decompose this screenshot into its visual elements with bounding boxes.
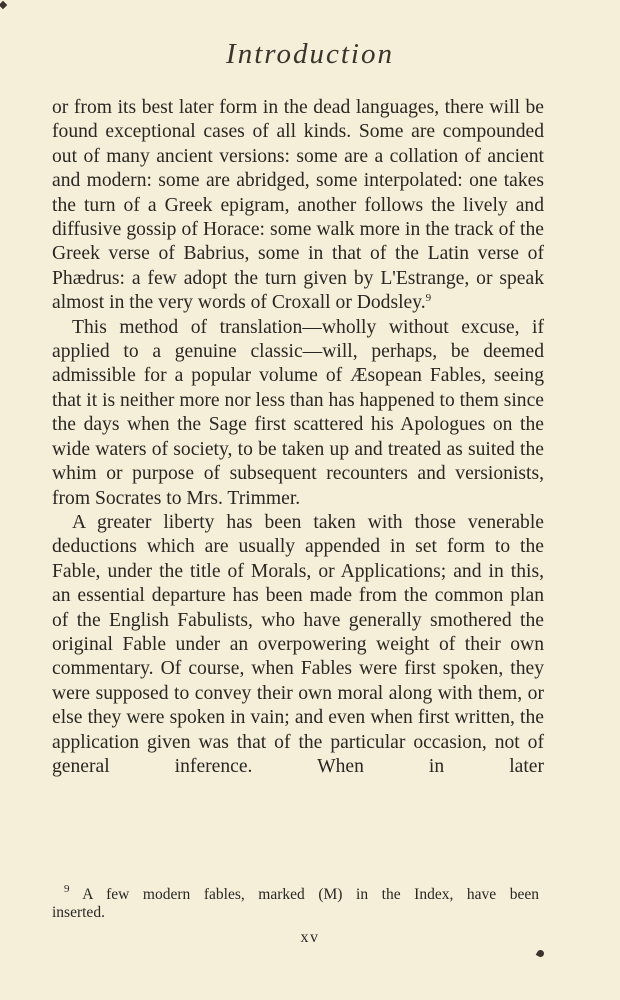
page-number: xv [300, 929, 320, 946]
paragraph-1-text: or from its best later form in the dead languages, there will be found exceptional cases of all kinds. Some are compounded out of many ancient versions: some are a collation of ancient and modern: some are abridged, some interpolated: one takes the turn of a Greek epigram, another follows the lively and diffusive gossip of Horace: some walk more in the track of the Greek verse of Babrius, some in that of the Latin verse of Phædrus: a few adopt the turn given by L'Estrange, or speak almost in the very words of Croxall or Dodsley. [52, 97, 544, 314]
body-text [52, 96, 544, 779]
footnote [52, 883, 539, 922]
paragraph-1 [52, 96, 544, 316]
footnote-first-line [52, 883, 539, 904]
running-title: Introduction [226, 38, 394, 70]
paragraph-3: A greater liberty has been taken with those venerable deductions which are usually appended in set form to the Fable, under the title of Morals, or Applications; and in this, an essential departure has been made from the common plan of the English Fabulists, who have generally smothered the original Fable under an overpowering weight of their own commentary. Of course, when Fables were first spoken, they were supposed to convey their own moral along with them, or else they were spoken in vain; and even when first written, the application given was that of the particular occasion, not of general inference. When in later [52, 511, 544, 777]
ink-mark [536, 949, 546, 959]
footnote-reference: 9 [425, 292, 432, 305]
paragraph-2: This method of translation—wholly without excuse, if applied to a genuine classic—will, perhaps, be deemed admissible for a popular volume of Æsopean Fables, seeing that it is neither more nor less than has happened to them since the days when the Sage first scattered his Apologues on the wide waters of society, to be taken up and treated as suited the whim or purpose of subsequent recounters and versionists, from Socrates to Mrs. Trimmer. [52, 316, 544, 509]
ornament-mark [0, 1, 7, 9]
footnote-text-first: A few modern fables, marked (M) in the Index, have been [82, 886, 539, 903]
footnote-text-rest: inserted. [52, 904, 105, 921]
footnote-marker: 9 [64, 883, 70, 895]
